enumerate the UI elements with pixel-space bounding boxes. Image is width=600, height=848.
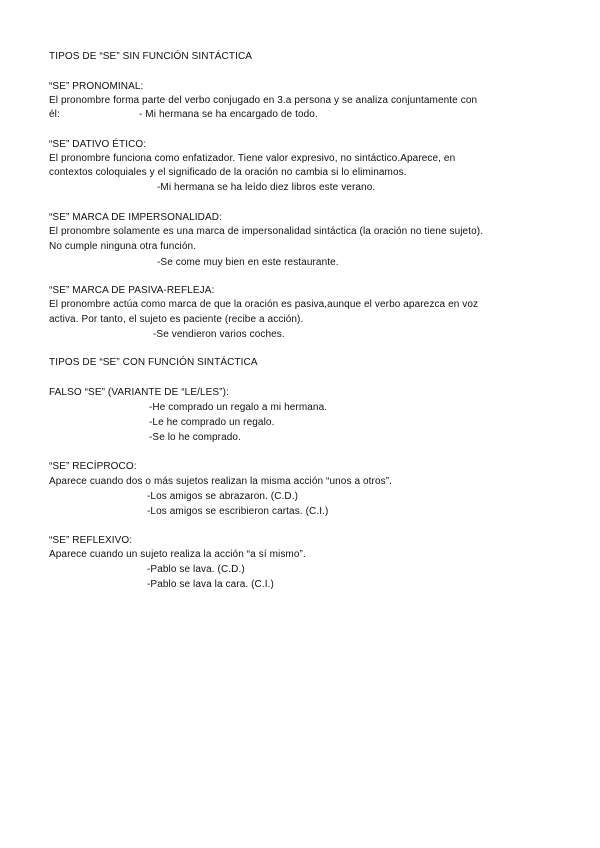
reciproco-example: -Los amigos se abrazaron. (C.D.) (147, 491, 299, 502)
reflexivo-example: -Pablo se lava. (C.D.) (147, 564, 245, 575)
pronominal-text-prefix: él: (49, 109, 60, 120)
impersonal-example: -Se come muy bien en este restaurante. (157, 257, 339, 268)
reflexivo-example: -Pablo se lava la cara. (C.I.) (147, 579, 274, 590)
pasiva-example: -Se vendieron varios coches. (153, 329, 285, 340)
dativo-text-line: contextos coloquiales y el significado de la oración no cambia si lo eliminamos. (49, 167, 407, 178)
impersonal-title: “SE” MARCA DE IMPERSONALIDAD: (49, 212, 222, 223)
section-heading-con-funcion: TIPOS DE “SE” CON FUNCIÓN SINTÁCTICA (49, 357, 258, 368)
dativo-title: “SE” DATIVO ÉTICO: (49, 139, 147, 150)
pronominal-example: - Mi hermana se ha encargado de todo. (139, 109, 318, 120)
pronominal-text-line: El pronombre forma parte del verbo conjugado en 3.a persona y se analiza conjuntamente con (49, 95, 478, 106)
falso-example: -Le he comprado un regalo. (149, 417, 275, 428)
impersonal-text-line: No cumple ninguna otra función. (49, 241, 197, 252)
reflexivo-text-line: Aparece cuando un sujeto realiza la acción “a sí mismo”. (49, 549, 306, 560)
dativo-text-line: El pronombre funciona como enfatizador. Tiene valor expresivo, no sintáctico.Aparece, en (49, 153, 456, 164)
pronominal-title: “SE” PRONOMINAL: (49, 81, 144, 92)
reciproco-text-line: Aparece cuando dos o más sujetos realizan la misma acción “unos a otros”. (49, 476, 393, 487)
dativo-example: -Mi hermana se ha leído diez libros este verano. (157, 182, 376, 193)
impersonal-text-line: El pronombre solamente es una marca de impersonalidad sintáctica (la oración no tiene sujeto). (49, 226, 484, 237)
pasiva-text-line: El pronombre actúa como marca de que la oración es pasiva,aunque el verbo aparezca en voz (49, 299, 479, 310)
pasiva-text-line: activa. Por tanto, el sujeto es paciente (recibe a acción). (49, 314, 304, 325)
pasiva-title: “SE” MARCA DE PASIVA-REFLEJA: (49, 285, 215, 296)
falso-example: -He comprado un regalo a mi hermana. (149, 402, 328, 413)
reflexivo-title: “SE” REFLEXIVO: (49, 535, 133, 546)
reciproco-title: “SE” RECÍPROCO: (49, 461, 137, 472)
reciproco-example: -Los amigos se escribieron cartas. (C.I.) (147, 506, 329, 517)
section-heading-sin-funcion: TIPOS DE “SE” SIN FUNCIÓN SINTÁCTICA (49, 51, 253, 62)
falso-title: FALSO “SE” (VARIANTE DE “LE/LES”): (49, 387, 229, 398)
falso-example: -Se lo he comprado. (149, 432, 241, 443)
